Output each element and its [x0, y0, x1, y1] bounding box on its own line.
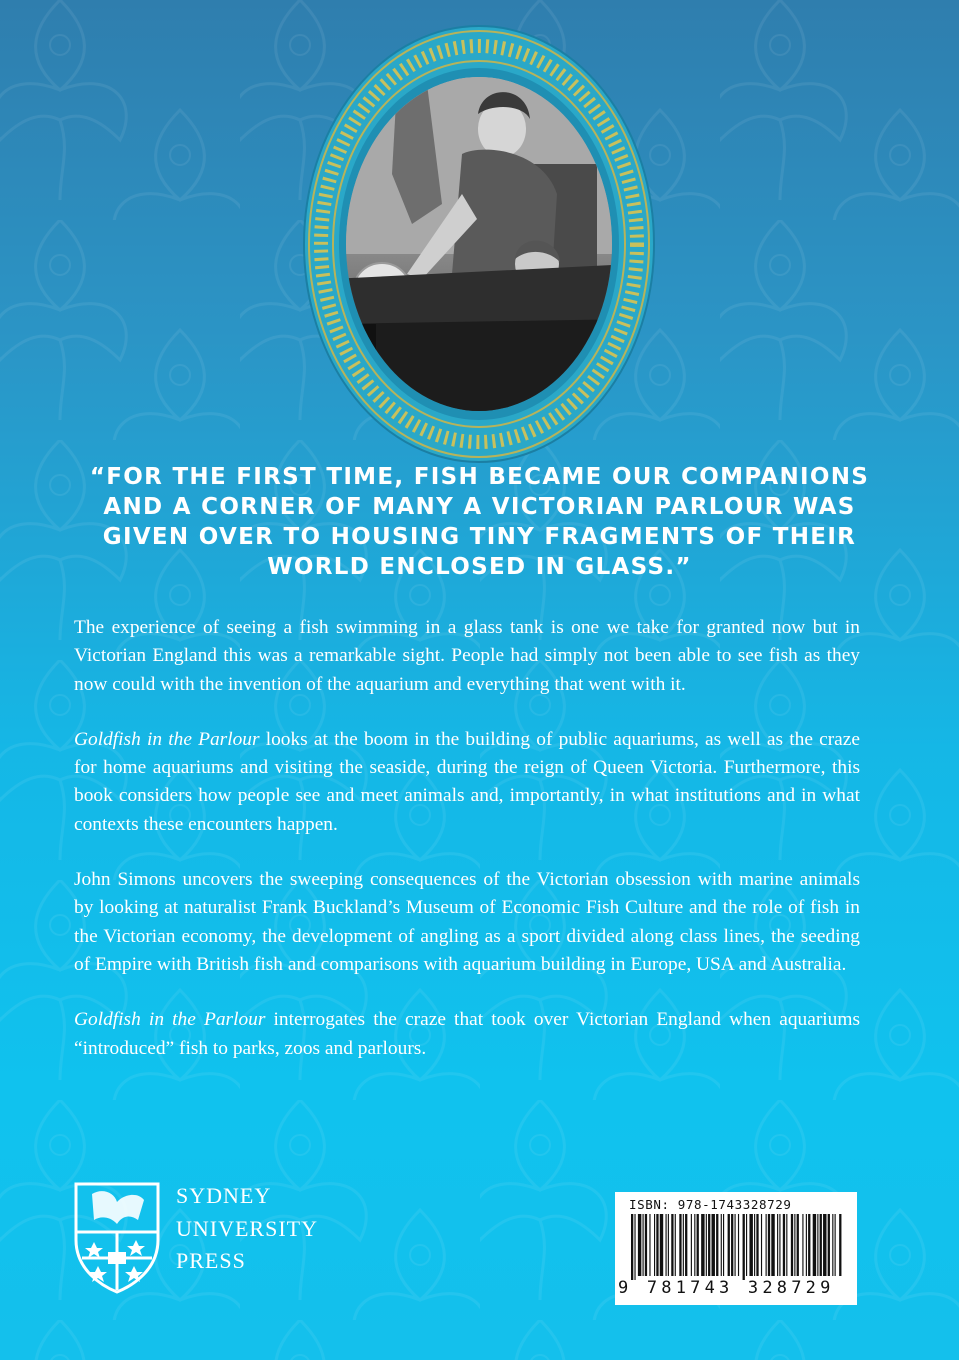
pull-quote [60, 462, 899, 582]
publisher-name [176, 1180, 318, 1278]
isbn-label: ISBN: 978-1743328729 [629, 1197, 792, 1212]
medallion-illustration [302, 24, 656, 464]
university-crest-icon [72, 1180, 162, 1294]
blurb-paragraph-2-text: looks at the boom in the building of public aquariums, as well as the craze for home aquariums and visiting the seaside, during the reign of Queen Victoria. Furthermore, this book considers how people see and meet animals and, importantly, in what institutions and in what contexts these encounters happen. [74, 728, 861, 835]
quote-line: “FOR THE FIRST TIME, FISH BECAME OUR COMPANIONS [89, 464, 870, 490]
publisher-line: PRESS [176, 1248, 246, 1273]
quote-line: GIVEN OVER TO HOUSING TINY FRAGMENTS OF THEIR [102, 524, 857, 550]
quote-line: AND A CORNER OF MANY A VICTORIAN PARLOUR WAS [103, 494, 856, 520]
quote-line: WORLD ENCLOSED IN GLASS.” [267, 554, 692, 580]
blurb-paragraph-4-text: interrogates the craze that took over Victorian England when aquariums “introduced” fish to parks, zoos and parlours. [74, 1009, 860, 1059]
blurb-paragraph-1: The experience of seeing a fish swimming in a glass tank is one we take for granted now but in Victorian England this was a remarkable sight. People had simply not been able to see fish as they now could with the invention of the aquarium and everything that went with it. [74, 617, 860, 695]
blurb-paragraph-3: John Simons uncovers the sweeping consequences of the Victorian obsession with marine animals by looking at naturalist Frank Buckland’s Museum of Economic Fish Culture and the role of fish in the Victorian economy, the development of angling as a sport divided along class lines, the seeding of Empire with British fish and comparisons with aquarium building in Europe, USA and Australia. [74, 869, 860, 975]
publisher-line: UNIVERSITY [176, 1215, 318, 1241]
isbn-digits: 9 781743 328729 [618, 1278, 835, 1298]
isbn-barcode [615, 1192, 857, 1305]
publisher-line: SYDNEY [176, 1183, 272, 1208]
book-title: Goldfish in the Parlour [74, 1009, 266, 1031]
barcode-bars [629, 1214, 843, 1284]
blurb [74, 614, 860, 1090]
blurb-paragraph-2 [74, 726, 860, 839]
publisher-logo [72, 1180, 372, 1300]
book-title: Goldfish in the Parlour [74, 728, 260, 750]
blurb-paragraph-4 [74, 1006, 860, 1063]
